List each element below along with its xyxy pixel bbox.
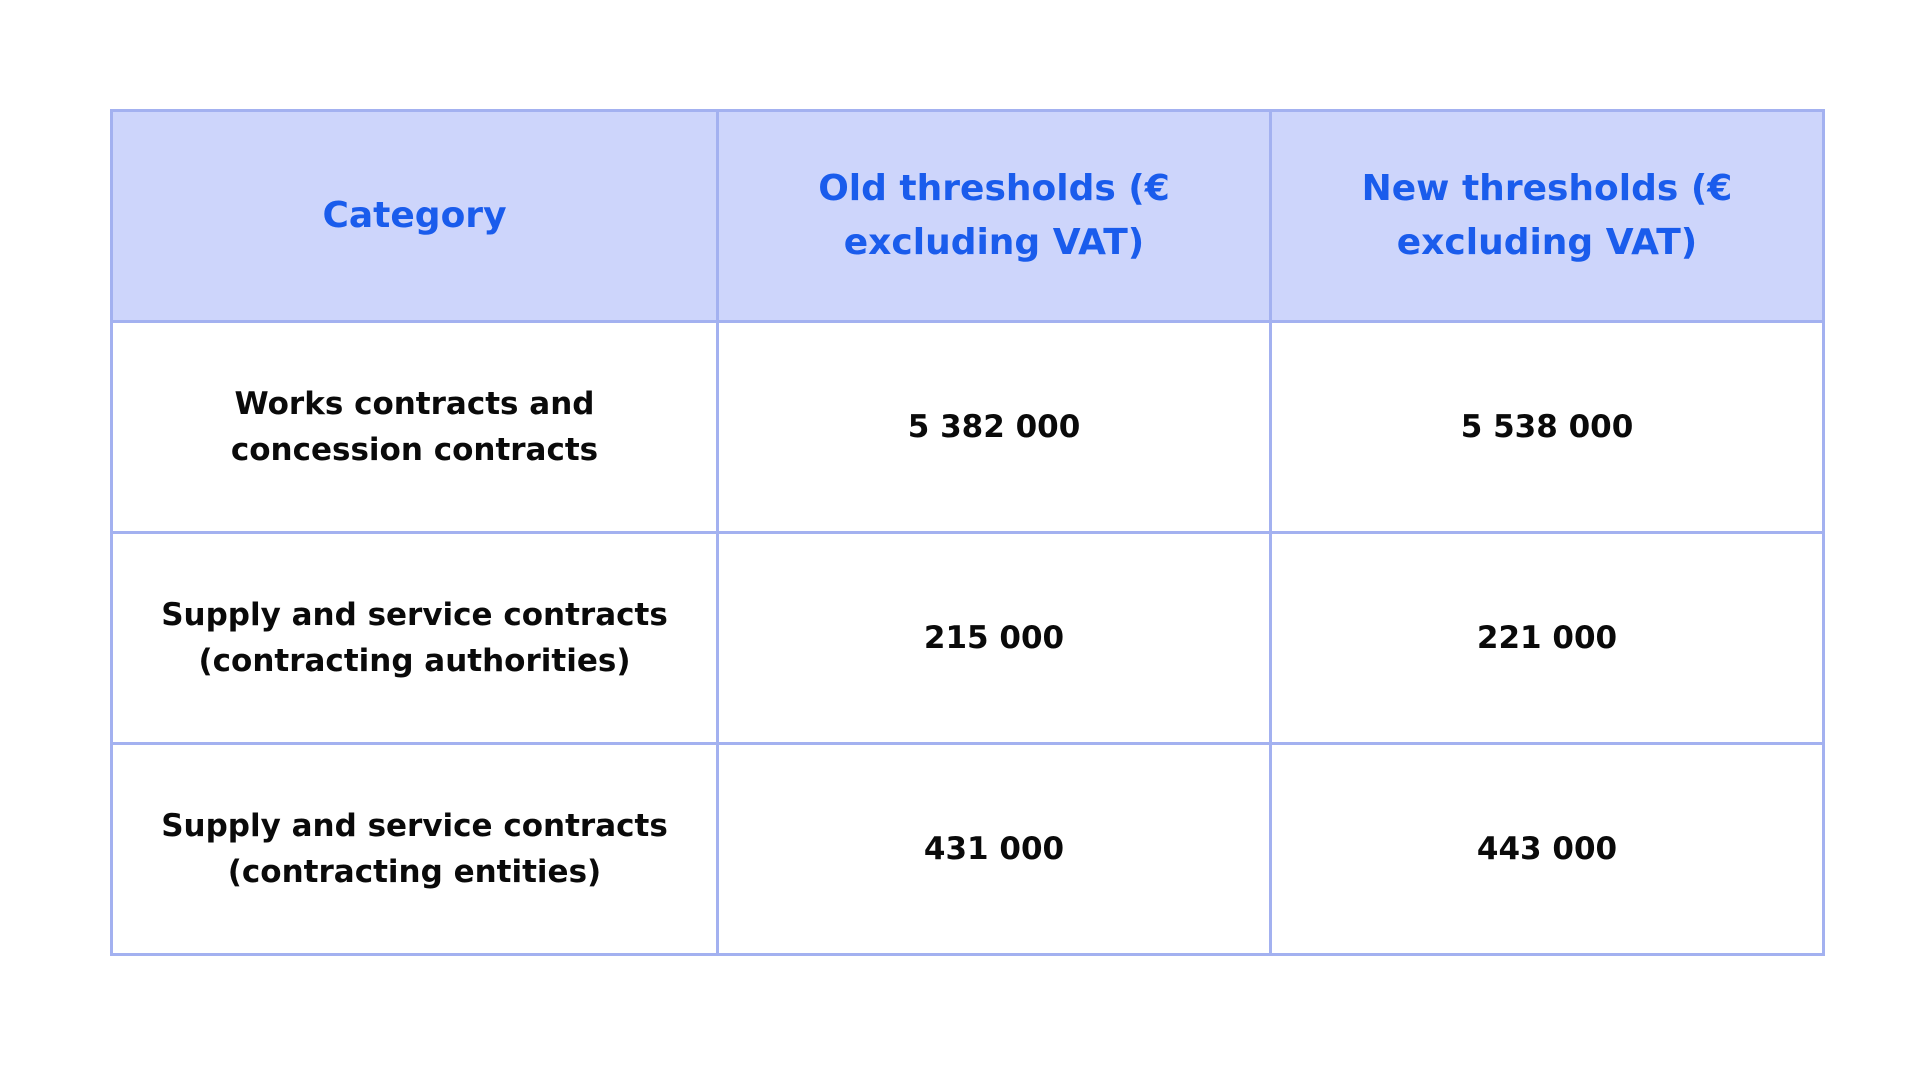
old-threshold-cell: 5 382 000 (718, 322, 1271, 533)
header-category: Category (112, 111, 718, 322)
new-threshold-cell: 5 538 000 (1271, 322, 1824, 533)
table-row (112, 744, 1824, 955)
header-row (112, 111, 1824, 322)
category-cell: Works contracts and concession contracts (112, 322, 718, 533)
old-threshold-cell: 431 000 (718, 744, 1271, 955)
thresholds-table (110, 109, 1825, 956)
table-row (112, 533, 1824, 744)
table-row (112, 322, 1824, 533)
category-cell: Supply and service contracts (contracting authorities) (112, 533, 718, 744)
header-new-thresholds: New thresholds (€ excluding VAT) (1271, 111, 1824, 322)
new-threshold-cell: 221 000 (1271, 533, 1824, 744)
new-threshold-cell: 443 000 (1271, 744, 1824, 955)
header-old-thresholds: Old thresholds (€ excluding VAT) (718, 111, 1271, 322)
table-body (112, 322, 1824, 955)
category-cell: Supply and service contracts (contracting entities) (112, 744, 718, 955)
old-threshold-cell: 215 000 (718, 533, 1271, 744)
table-header (112, 111, 1824, 322)
